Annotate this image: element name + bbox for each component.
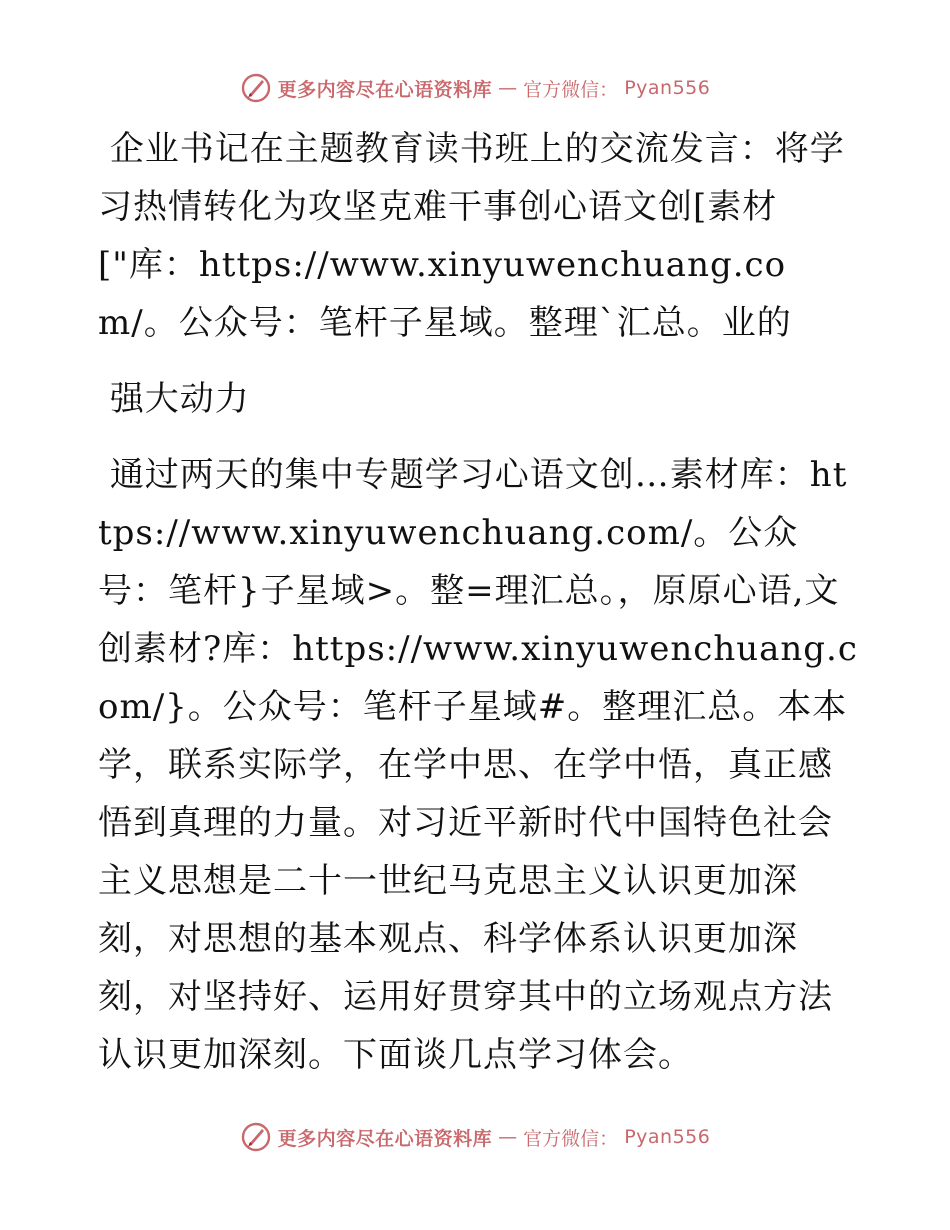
paragraph-subtitle: 强大动力 xyxy=(98,379,250,419)
watermark-wechat-label: 官方微信： xyxy=(523,78,619,101)
watermark-wechat-id: Pyan556 xyxy=(624,77,711,99)
watermark-wechat-label: 官方微信： xyxy=(523,1127,619,1150)
paragraph-title: 企业书记在主题教育读书班上的交流发言：将学习热情转化为攻坚克难干事创心语文创[素材["库：https://www.xinyuwenchuang.com/。公众号：笔杆子星域。整理`汇总。业的 xyxy=(98,129,845,343)
watermark-separator: — xyxy=(498,77,518,99)
document-body xyxy=(98,120,858,1084)
quill-logo-icon xyxy=(240,72,272,104)
paragraph-body: 通过两天的集中专题学习心语文创…素材库：https://www.xinyuwenchuang.com/。公众号：笔杆}子星域>。整=理汇总。，原原心语,文创素材?库：https://www.xinyuwenchuang.com/}。公众号：笔杆子星域#。整理汇总。本本学，联系实际学，在学中思、在学中悟，真正感悟到真理的力量。对习近平新时代中国特色社会主义思想是二十一世纪马克思主义认识更加深刻，对思想的基本观点、科学体系认识更加深刻，对坚持好、运用好贯穿其中的立场观点方法认识更加深刻。下面谈几点学习体会。 xyxy=(98,455,858,1075)
quill-logo-icon xyxy=(240,1121,272,1153)
watermark-separator: — xyxy=(498,1126,518,1148)
watermark-text: 更多内容尽在心语资料库 xyxy=(277,78,493,101)
watermark-text: 更多内容尽在心语资料库 xyxy=(277,1127,493,1150)
header-watermark xyxy=(0,72,950,104)
footer-watermark xyxy=(0,1121,950,1153)
watermark-wechat-id: Pyan556 xyxy=(624,1126,711,1148)
